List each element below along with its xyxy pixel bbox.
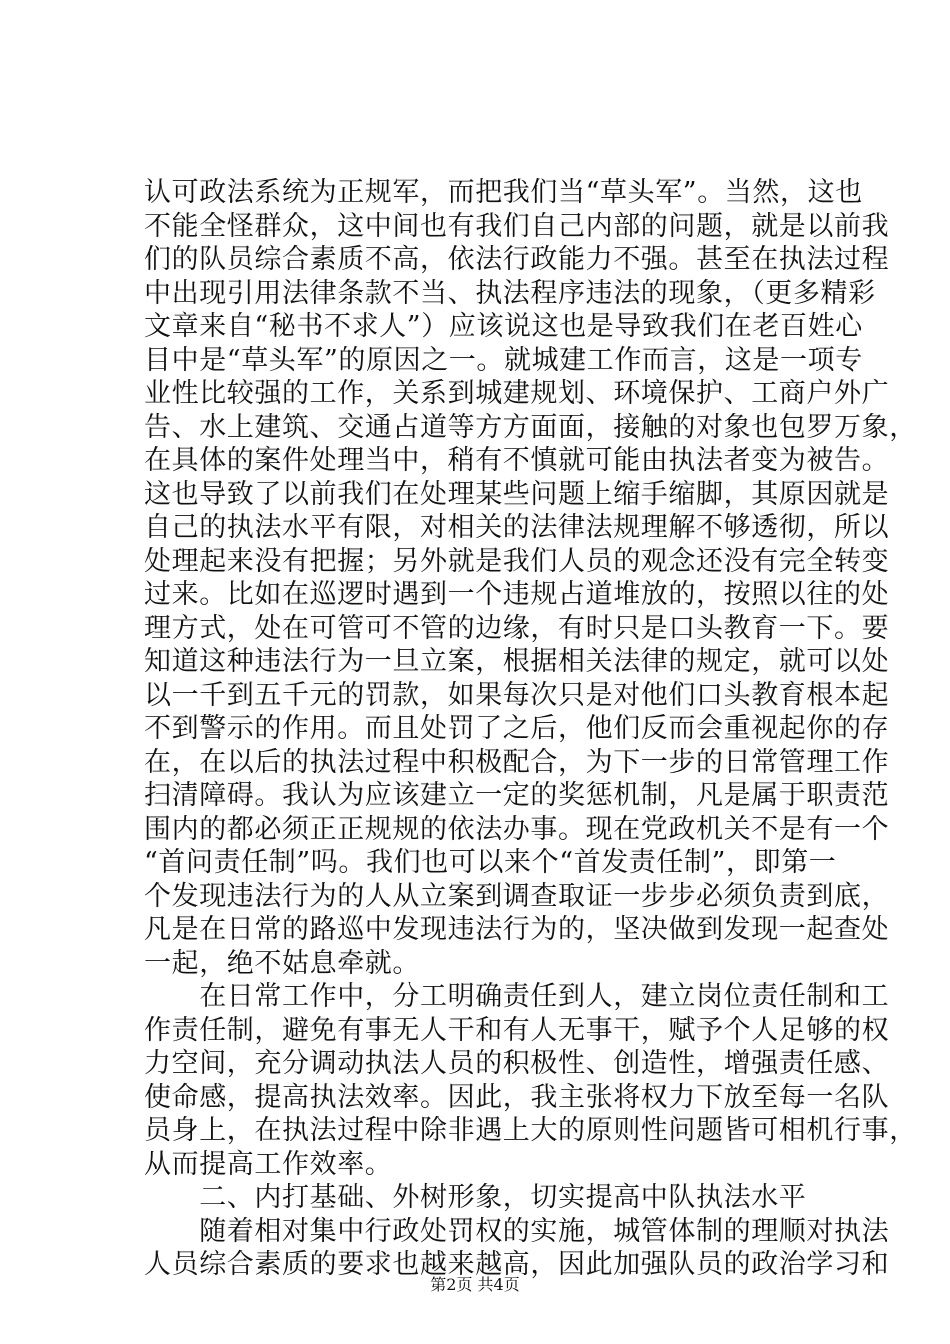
text-line: 业性比较强的工作，关系到城建规划、环境保护、工商户外广 (144, 378, 890, 409)
text-line: 不能全怪群众，这中间也有我们自己内部的问题，就是以前我 (144, 210, 890, 242)
text-line: 这也导致了以前我们在处理某些问题上缩手缩脚，其原因就是 (144, 478, 890, 510)
text-line: 中出现引用法律条款不当、执法程序违法的现象，（更多精彩 (144, 277, 876, 309)
text-line: 扫清障碍。我认为应该建立一定的奖惩机制，凡是属于职责范 (144, 780, 890, 811)
text-line: 力空间，充分调动执法人员的积极性、创造性，增强责任感、 (144, 1048, 890, 1079)
text-line: 告、水上建筑、交通占道等方方面面，接触的对象也包罗万象， (144, 411, 917, 443)
text-line: 二、内打基础、外树形象，切实提高中队执法水平 (144, 1182, 807, 1213)
page-footer: 第2页 共4页 (430, 1275, 520, 1294)
text-line: “首问责任制”吗。我们也可以来个“首发责任制”，即第一 (144, 847, 837, 878)
text-line: 在，在以后的执法过程中积极配合，为下一步的日常管理工作 (144, 746, 890, 778)
text-line: 过来。比如在巡逻时遇到一个违规占道堆放的，按照以往的处 (144, 579, 890, 610)
text-line: 个发现违法行为的人从立案到调查取证一步步必须负责到底， (144, 880, 890, 912)
text-line: 处理起来没有把握；另外就是我们人员的观念还没有完全转变 (144, 545, 890, 577)
text-line: 一起，绝不姑息牵就。 (144, 947, 420, 979)
text-line: 以一千到五千元的罚款，如果每次只是对他们口头教育根本起 (144, 679, 890, 711)
text-line: 作责任制，避免有事无人干和有人无事干，赋予个人足够的权 (144, 1014, 890, 1046)
text-line: 使命感，提高执法效率。因此，我主张将权力下放至每一名队 (144, 1081, 890, 1113)
text-line: 认可政法系统为正规军，而把我们当“草头军”。当然，这也 (144, 177, 863, 208)
text-line: 从而提高工作效率。 (144, 1148, 393, 1180)
text-line: 人员综合素质的要求也越来越高，因此加强队员的政治学习和 (144, 1249, 890, 1280)
text-line: 不到警示的作用。而且处罚了之后，他们反而会重视起你的存 (144, 713, 890, 744)
text-line: 员身上，在执法过程中除非遇上大的原则性问题皆可相机行事， (144, 1115, 917, 1146)
text-line: 凡是在日常的路巡中发现违法行为的，坚决做到发现一起查处 (144, 914, 890, 945)
text-line: 围内的都必须正正规规的依法办事。现在党政机关不是有一个 (144, 813, 890, 845)
text-line: 随着相对集中行政处罚权的实施，城管体制的理顺对执法 (144, 1215, 890, 1247)
text-line: 目中是“草头军”的原因之一。就城建工作而言，这是一项专 (144, 344, 863, 376)
text-line: 在具体的案件处理当中，稍有不慎就可能由执法者变为被告。 (144, 445, 890, 476)
text-line: 自己的执法水平有限，对相关的法律法规理解不够透彻，所以 (144, 512, 890, 543)
text-line: 在日常工作中，分工明确责任到人，建立岗位责任制和工 (144, 981, 890, 1012)
text-line: 文章来自“秘书不求人”）应该说这也是导致我们在老百姓心 (144, 311, 863, 342)
text-line: 们的队员综合素质不高，依法行政能力不强。甚至在执法过程 (144, 244, 890, 275)
text-line: 理方式，处在可管可不管的边缘，有时只是口头教育一下。要 (144, 612, 890, 644)
text-line: 知道这种违法行为一旦立案，根据相关法律的规定，就可以处 (144, 646, 890, 677)
